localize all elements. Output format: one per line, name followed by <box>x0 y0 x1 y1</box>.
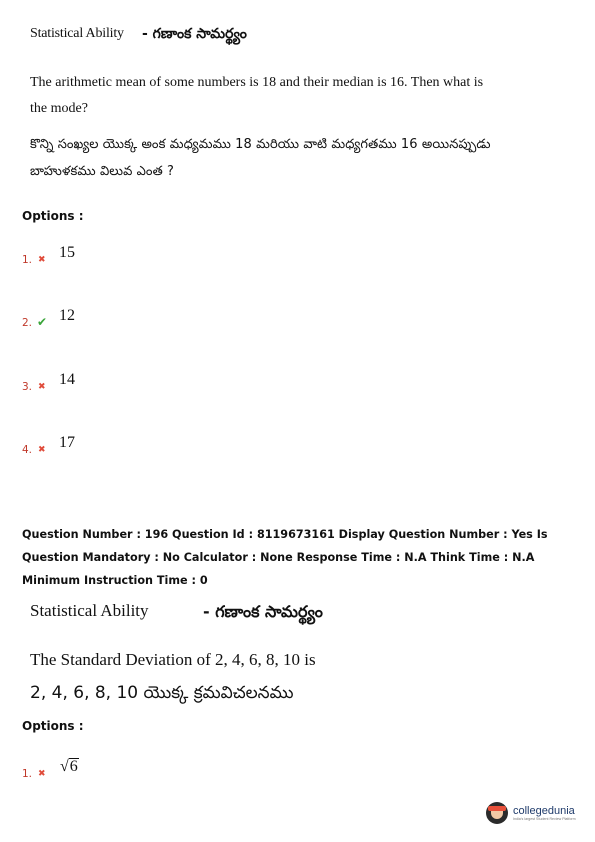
option-number: 2. <box>22 317 33 329</box>
logo-tagline: India's largest Student Review Platform <box>513 816 576 821</box>
option-number: 3. <box>22 381 33 393</box>
question-1-subject-telugu: - గణాంక సామర్థ్యం <box>142 26 247 42</box>
question-2-text: The Standard Deviation of 2, 4, 6, 8, 10 is <box>30 650 316 669</box>
option-number: 1. <box>22 254 33 266</box>
option-value: 12 <box>59 307 75 324</box>
radicand: 6 <box>69 758 78 775</box>
options-label: Options : <box>22 209 84 223</box>
question-2-subject-telugu: - గణాంక సామర్థ్యం <box>203 602 323 621</box>
cross-icon: ✖ <box>38 445 46 455</box>
question-2-text-telugu: 2, 4, 6, 8, 10 యొక్క క్రమవిచలనము <box>30 683 294 703</box>
option-value: 17 <box>59 434 75 451</box>
options-label: Options : <box>22 719 84 733</box>
question-1-text: The arithmetic mean of some numbers is 18 and their median is 16. Then what is the mode? <box>30 75 484 116</box>
option-number: 4. <box>22 444 33 456</box>
option-value: 14 <box>59 371 75 388</box>
question-2-meta: Question Number : 196 Question Id : 8119673161 Display Question Number : Yes Is Question Mandatory : No Calculator : None Response Time : N.A Think Time : N.A Minimum Instruction Time : 0 <box>22 528 548 587</box>
square-root-symbol: √ <box>60 758 69 775</box>
option-number: 1. <box>22 768 33 780</box>
option-value <box>60 758 79 776</box>
cross-icon: ✖ <box>38 382 46 392</box>
collegedunia-logo <box>486 802 576 824</box>
question-1-subject: Statistical Ability <box>30 26 124 41</box>
question-2-subject: Statistical Ability <box>30 601 149 620</box>
logo-name: collegedunia <box>513 804 575 817</box>
cross-icon: ✖ <box>38 769 46 779</box>
cross-icon: ✖ <box>38 255 46 265</box>
check-icon: ✔ <box>37 315 48 329</box>
option-value: 15 <box>59 244 75 261</box>
mascot-icon <box>486 802 508 824</box>
question-1-text-telugu: కొన్ని సంఖ్యల యొక్క అంక మధ్యమము 18 మరియు వాటి మధ్యగతము 16 అయినప్పుడు బాహుళకము విలువ ఎంత ? <box>30 137 491 179</box>
